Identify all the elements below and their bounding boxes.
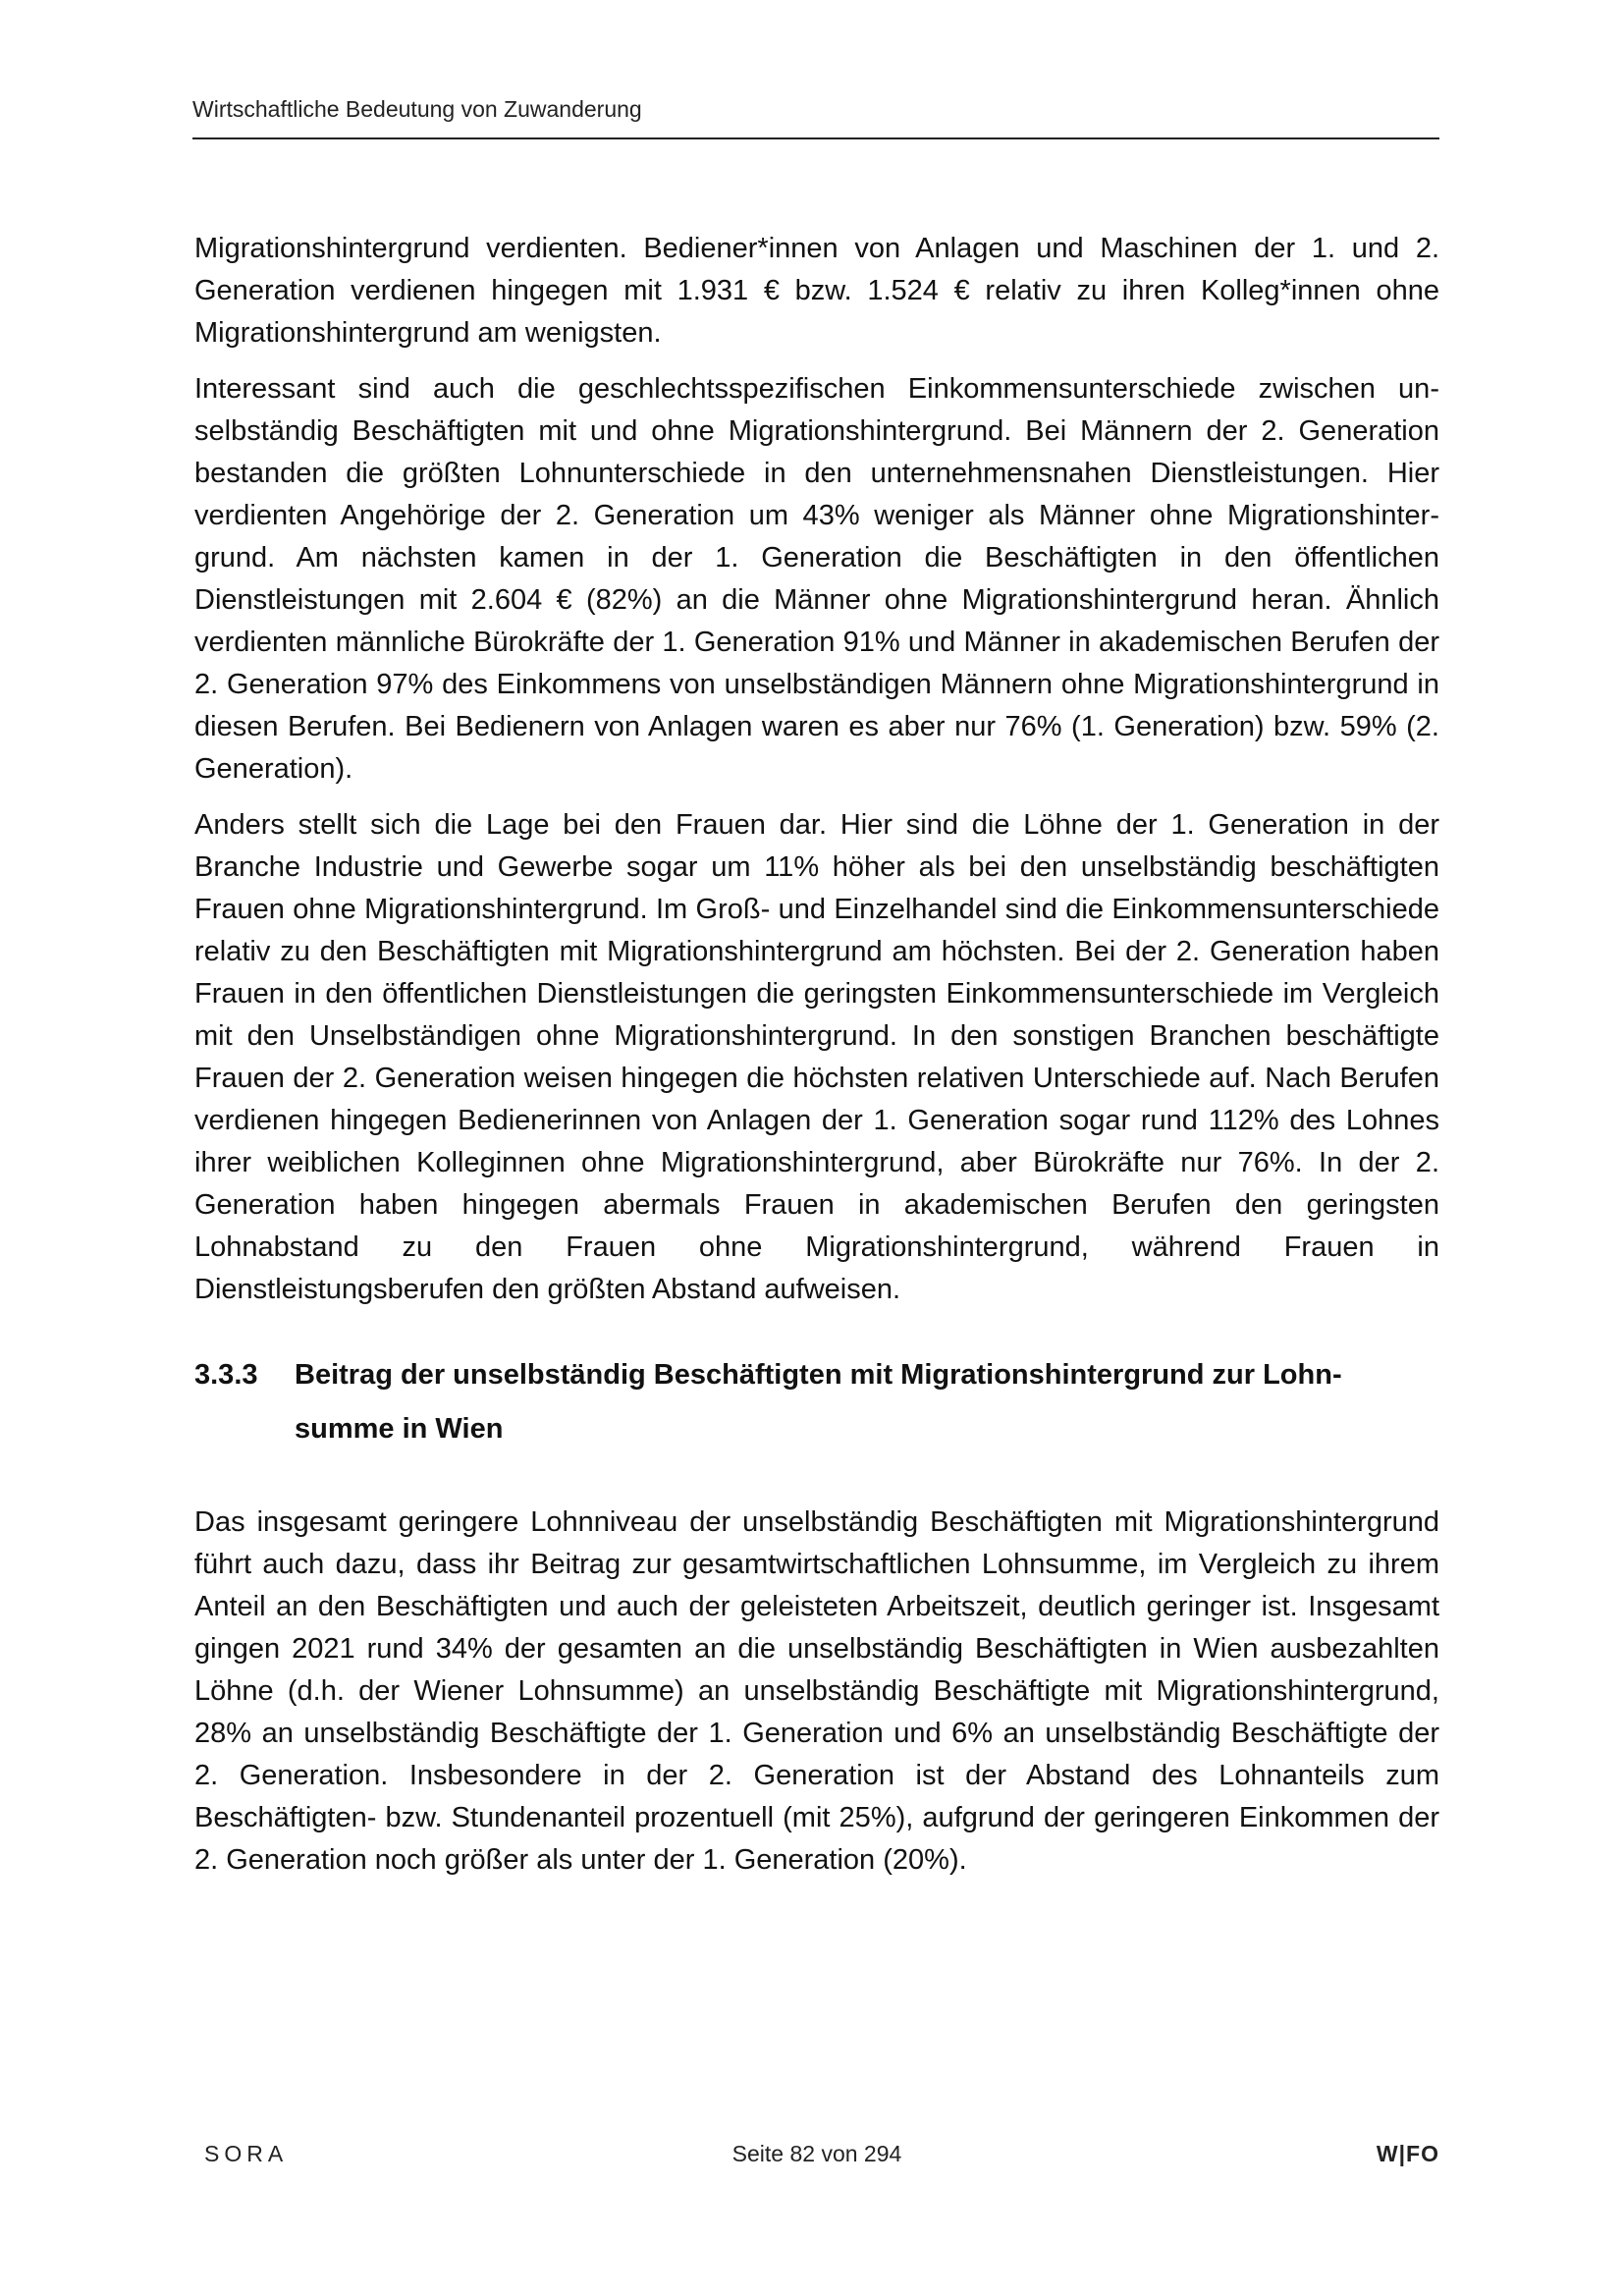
page-number: Seite 82 von 294 [731,2141,902,2166]
page-footer [194,2141,1439,2180]
sora-logo: SORA [204,2141,289,2166]
main-content [194,228,1439,1895]
body-paragraph: Anders stellt sich die Lage bei den Frauen dar. Hier sind die Löhne der 1. Generation in der Branche Industrie und Gewerbe sogar um 11% höher als bei den unselbständig beschäftigten Frauen ohne Migrationshintergrund. Im Groß- und Einzelhandel sind die Einkommensunterschiede relativ zu den Beschäftigten mit Migrationshintergrund am höchsten. Bei der 2. Generation haben Frauen in den öffentlichen Dienstleistungen die geringsten Einkommensunterschiede im Vergleich mit den Unselbständigen ohne Migrationshintergrund. In den sonstigen Branchen beschäftigte Frauen der 2. Generation weisen hingegen die höchsten relativen Unterschiede auf. Nach Berufen verdienen hingegen Bedienerinnen von Anlagen der 1. Generation sogar rund 112% des Lohnes ihrer weiblichen Kolleginnen ohne Migrationshintergrund, aber Bürokräfte nur 76%. In der 2. Generation haben hingegen abermals Frauen in akademischen Berufen den geringsten Lohnabstand zu den Frauen ohne Migrationshintergrund, während Frauen in Dienstleistungsberufen den größten Abstand aufweisen. [194,809,1439,1305]
section-heading [194,1348,1439,1456]
header-title: Wirtschaftliche Bedeutung von Zuwanderung [192,96,642,122]
body-paragraph: Migrationshintergrund verdienten. Bediener*innen von Anlagen und Maschinen der 1. und 2. Generation verdienen hingegen mit 1.931 € bzw. 1.524 € relativ zu ihren Kolleg*innen ohne Migrationshintergrund am wenigsten. [194,233,1439,349]
body-paragraph: Das insgesamt geringere Lohnniveau der unselbständig Beschäftigten mit Migrationshintergrund führt auch dazu, dass ihr Beitrag zur gesamtwirtschaftlichen Lohnsumme, im Vergleich zu ihrem Anteil an den Beschäftigten und auch der geleisteten Arbeitszeit, deutlich geringer ist. Insgesamt gingen 2021 rund 34% der gesamten an die unselbständig Beschäftigten in Wien ausbezahlten Löhne (d.h. der Wiener Lohnsumme) an unselbständig Beschäftigte mit Migrationshintergrund, 28% an unselbständig Beschäftigte der 1. Generation und 6% an unselbständig Beschäftigte der 2. Generation. Insbesondere in der 2. Generation ist der Abstand des Lohnanteils zum Beschäftigten- bzw. Stundenanteil prozentuell (mit 25%), aufgrund der geringeren Einkommen der 2. Generation noch größer als unter der 1. Generation (20%). [194,1506,1439,1876]
section-number: 3.3.3 [194,1359,258,1391]
wifo-logo: W|FO [1376,2141,1439,2166]
page-header [192,96,1439,139]
section-title: Beitrag der unselbständig Beschäftigten mit Migrationshintergrund zur Lohnsumme in Wien [295,1359,1342,1445]
body-paragraph: Interessant sind auch die geschlechtsspezifischen Einkommensunterschiede zwischen unselbständig Beschäftigten mit und ohne Migrationshintergrund. Bei Männern der 2. Generation bestanden die größten Lohnunterschiede in den unternehmensnahen Dienstleistungen. Hier verdienten Angehörige der 2. Generation um 43% weniger als Männer ohne Migrationshintergrund. Am nächsten kamen in der 1. Generation die Beschäftigten in den öffentlichen Dienstleistungen mit 2.604 € (82%) an die Männer ohne Migrationshintergrund heran. Ähnlich verdienten männliche Bürokräfte der 1. Generation 91% und Männer in akademischen Berufen der 2. Generation 97% des Einkommens von unselbständigen Männern ohne Migrationshintergrund in diesen Berufen. Bei Bedienern von Anlagen waren es aber nur 76% (1. Generation) bzw. 59% (2. Generation). [194,373,1439,785]
